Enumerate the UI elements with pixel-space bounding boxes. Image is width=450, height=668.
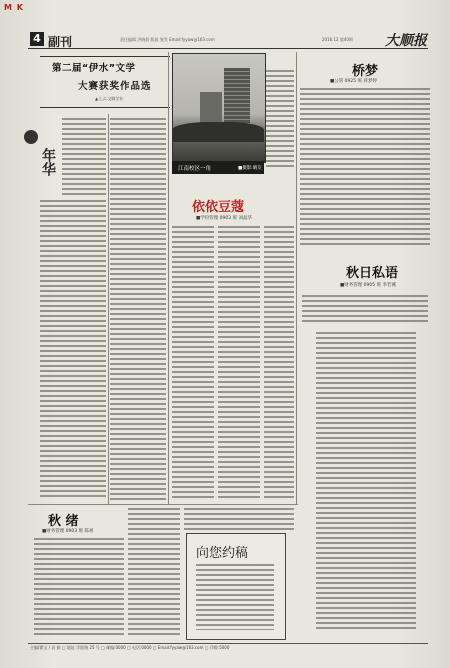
qiuxu-col2 (128, 508, 180, 638)
photo-caption: 江南校区一角 (178, 166, 212, 172)
qiuri-intro (302, 295, 428, 325)
qiaomeng-byline: ■公管 0925 班 蒋梦婷 (330, 79, 377, 84)
lead-byline: ▲上ぶ,文顺学社 (95, 96, 124, 101)
photo-trees (172, 122, 264, 142)
decorative-ornament-icon (24, 130, 38, 144)
invite-title: 向您约稿 (196, 546, 249, 561)
yiyidoukou-col1 (172, 226, 214, 501)
yiyidoukou-col2 (218, 226, 260, 501)
yiyidoukou-col3 (264, 226, 294, 501)
page-header-rule (28, 30, 428, 49)
lead-title-line2: 大赛获奖作品选 (78, 81, 152, 92)
qiuxu-col1 (34, 538, 124, 638)
column-rule (296, 52, 297, 504)
photo-side-text (266, 70, 294, 170)
nianhua-body-right (110, 118, 166, 500)
photo-credit: ■摄影:晴友 (238, 166, 262, 171)
qiaomeng-body (300, 88, 430, 248)
lead-title-line1: 第二届“伊水”文学 (52, 63, 136, 74)
qiuri-poem (316, 332, 416, 632)
invite-text (196, 564, 274, 630)
nianhua-intro-text (62, 118, 106, 198)
nianhua-title: 年华 (40, 148, 56, 176)
yiyidoukou-title: 依依豆蔻 (192, 200, 245, 215)
column-rule (108, 114, 109, 504)
column-rule (168, 52, 169, 504)
qiuxu-title: 秋 绪 (48, 514, 79, 529)
yiyidoukou-byline: ■学份管理 0903 班 刘晶华 (196, 216, 252, 221)
page-number: 4 (30, 32, 44, 46)
section-divider (28, 504, 298, 505)
header-info: 责任编辑 洪晓晨 版面 签发 Email:fyyaw@163.com (120, 37, 215, 42)
qiuxu-byline: ■财务管理 0903 班 陈祖 (42, 529, 94, 534)
footer-info: 主编/翟宝 / 袁 娟 □ 地址:学院路 25 号 □ 邮编:0000 □ 电话:0000 □ Email:fyyaw@163.com □ 印数:5000 (30, 645, 230, 650)
section-name: 副刊 (48, 35, 73, 49)
qiaomeng-title: 桥梦 (352, 64, 379, 79)
corner-tag: M K (4, 3, 24, 12)
photo-tower (224, 68, 250, 130)
qiuxu-col3 (184, 508, 294, 530)
issue-date: 2016.12 第40期 (322, 37, 353, 42)
qiuri-byline: ■财务管理 0905 班 李若溪 (340, 283, 396, 288)
nianhua-body-left (40, 200, 106, 500)
qiuri-title: 秋日私语 (346, 266, 399, 281)
newspaper-logo: 大顺报 (385, 33, 427, 49)
